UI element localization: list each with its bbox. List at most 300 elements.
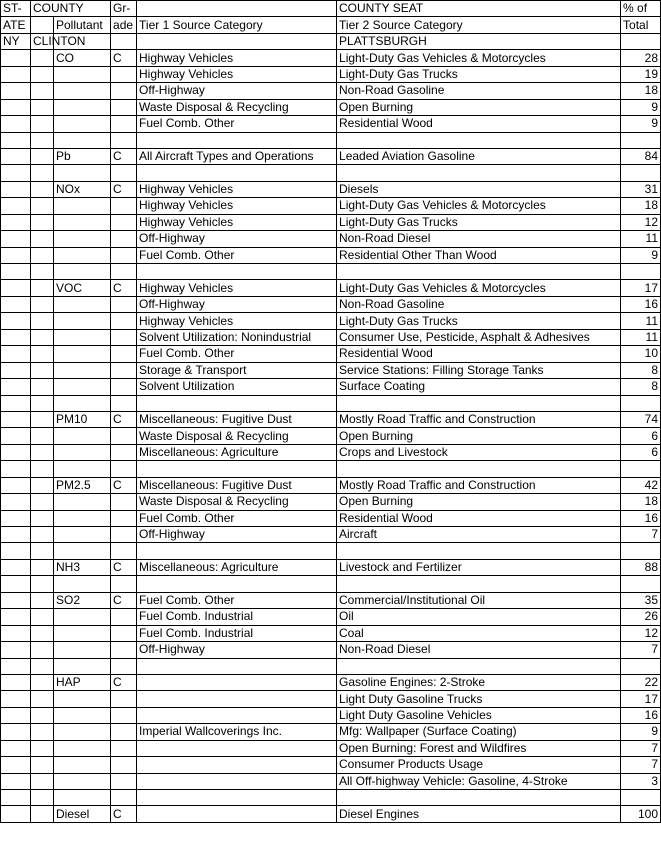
county-cell [31,132,54,148]
tier2-cell: PLATTSBURGH [337,33,621,49]
state-cell [1,510,31,526]
state-cell [1,329,31,345]
tier2-cell: Light-Duty Gas Vehicles & Motorcycles [337,198,621,214]
county-cell [31,296,54,312]
tier1-cell: Miscellaneous: Agriculture [137,559,337,575]
percent-cell: 42 [621,477,661,493]
state-cell [1,790,31,806]
table-row [1,773,661,789]
percent-cell: 11 [621,231,661,247]
tier1-cell: Highway Vehicles [137,181,337,197]
percent-cell: 12 [621,625,661,641]
grade-cell [111,428,137,444]
county-cell [31,198,54,214]
grade-cell [111,379,137,395]
grade-cell [111,33,137,49]
county-cell [31,707,54,723]
header-county-seat: COUNTY SEAT [337,1,621,17]
tier1-cell [137,576,337,592]
county-cell [31,181,54,197]
state-cell [1,231,31,247]
tier2-cell [337,461,621,477]
pollutant-cell [54,642,111,658]
table-row [1,790,661,806]
grade-cell [111,790,137,806]
state-cell [1,724,31,740]
state-cell [1,346,31,362]
state-cell [1,592,31,608]
county-cell [31,346,54,362]
grade-cell [111,625,137,641]
tier1-cell: Solvent Utilization [137,379,337,395]
county-cell [31,806,54,822]
tier1-cell [137,740,337,756]
county-cell [31,790,54,806]
grade-cell [111,198,137,214]
table-row [1,625,661,641]
grade-cell: C [111,148,137,164]
state-cell [1,806,31,822]
pollutant-cell [54,83,111,99]
tier1-cell [137,773,337,789]
state-cell [1,527,31,543]
percent-cell: 8 [621,379,661,395]
percent-cell: 11 [621,313,661,329]
tier1-cell [137,806,337,822]
tier1-cell [137,658,337,674]
tier2-cell: Livestock and Fertilizer [337,559,621,575]
tier2-cell: Residential Other Than Wood [337,247,621,263]
pollutant-cell: PM10 [54,411,111,427]
header-county: COUNTY [31,1,111,17]
tier1-cell [137,33,337,49]
table-row [1,658,661,674]
county-cell: CLINTON [31,33,54,49]
tier1-cell: Solvent Utilization: Nonindustrial [137,329,337,345]
grade-cell [111,707,137,723]
table-row [1,264,661,280]
table-row [1,494,661,510]
county-cell [31,724,54,740]
percent-cell: 100 [621,806,661,822]
grade-cell [111,691,137,707]
tier1-cell: Waste Disposal & Recycling [137,494,337,510]
county-cell [31,231,54,247]
table-row [1,559,661,575]
state-cell [1,494,31,510]
grade-cell [111,313,137,329]
grade-cell: C [111,181,137,197]
grade-cell [111,773,137,789]
grade-cell [111,576,137,592]
grade-cell [111,346,137,362]
tier1-cell: Fuel Comb. Other [137,346,337,362]
county-cell [31,740,54,756]
table-row [1,132,661,148]
grade-cell [111,329,137,345]
grade-cell: C [111,477,137,493]
percent-cell: 7 [621,642,661,658]
table-row [1,116,661,132]
tier1-cell: Highway Vehicles [137,313,337,329]
state-cell [1,50,31,66]
tier2-cell: Light-Duty Gas Trucks [337,66,621,82]
header-tier1-top [137,1,337,17]
tier2-cell: Residential Wood [337,346,621,362]
tier1-cell: Storage & Transport [137,362,337,378]
tier2-cell: Service Stations: Filling Storage Tanks [337,362,621,378]
tier2-cell: Open Burning: Forest and Wildfires [337,740,621,756]
state-cell [1,642,31,658]
percent-cell: 8 [621,362,661,378]
tier1-cell: Off-Highway [137,83,337,99]
percent-cell [621,264,661,280]
header-tier2: Tier 2 Source Category [337,17,621,33]
percent-cell: 6 [621,428,661,444]
tier1-cell: Waste Disposal & Recycling [137,99,337,115]
state-cell [1,674,31,690]
pollutant-cell: CO [54,50,111,66]
table-row [1,461,661,477]
county-cell [31,559,54,575]
grade-cell [111,247,137,263]
pollutant-cell [54,494,111,510]
table-row [1,691,661,707]
grade-cell [111,116,137,132]
pollutant-cell [54,66,111,82]
header-row [1,1,661,17]
tier2-cell: Non-Road Gasoline [337,296,621,312]
percent-cell: 88 [621,559,661,575]
table-row [1,576,661,592]
tier1-cell [137,674,337,690]
grade-cell [111,264,137,280]
grade-cell [111,740,137,756]
pollutant-cell [54,724,111,740]
table-row [1,231,661,247]
grade-cell [111,543,137,559]
tier2-cell [337,543,621,559]
pollutant-cell [54,740,111,756]
percent-cell: 35 [621,592,661,608]
percent-cell: 17 [621,691,661,707]
pollutant-cell: NOx [54,181,111,197]
county-cell [31,609,54,625]
tier1-cell [137,395,337,411]
table-row [1,198,661,214]
tier2-cell: Light-Duty Gas Trucks [337,214,621,230]
tier1-cell: Fuel Comb. Other [137,510,337,526]
header-percent-top: % of [621,1,661,17]
percent-cell: 7 [621,740,661,756]
tier1-cell: Miscellaneous: Fugitive Dust [137,477,337,493]
state-cell [1,165,31,181]
tier2-cell: Non-Road Diesel [337,642,621,658]
pollutant-cell [54,132,111,148]
table-row [1,510,661,526]
pollutant-cell [54,165,111,181]
table-row [1,247,661,263]
state-cell [1,773,31,789]
county-cell [31,576,54,592]
tier2-cell [337,264,621,280]
table-row [1,165,661,181]
table-row [1,757,661,773]
state-cell [1,116,31,132]
county-cell [31,494,54,510]
percent-cell: 10 [621,346,661,362]
pollutant-cell: PM2.5 [54,477,111,493]
table-row [1,214,661,230]
tier1-cell [137,165,337,181]
grade-cell [111,231,137,247]
table-row [1,527,661,543]
tier2-cell: Residential Wood [337,510,621,526]
tier2-cell [337,576,621,592]
state-cell [1,264,31,280]
state-cell [1,411,31,427]
tier2-cell: Open Burning [337,494,621,510]
table-row [1,411,661,427]
grade-cell: C [111,806,137,822]
state-cell [1,444,31,460]
tier2-cell: Leaded Aviation Gasoline [337,148,621,164]
state-cell [1,691,31,707]
tier2-cell: Diesels [337,181,621,197]
pollutant-cell [54,329,111,345]
county-cell [31,691,54,707]
pollutant-cell: NH3 [54,559,111,575]
grade-cell [111,362,137,378]
header-county-bottom [31,17,54,33]
grade-cell [111,757,137,773]
header-pollutant: Pollutant [54,17,111,33]
table-row [1,329,661,345]
table-row [1,395,661,411]
county-cell [31,773,54,789]
state-cell [1,83,31,99]
county-cell [31,477,54,493]
percent-cell [621,790,661,806]
grade-cell: C [111,592,137,608]
percent-cell [621,543,661,559]
table-row [1,296,661,312]
tier2-cell: Gasoline Engines: 2-Stroke [337,674,621,690]
percent-cell [621,33,661,49]
tier1-cell: Highway Vehicles [137,66,337,82]
grade-cell [111,642,137,658]
state-cell [1,609,31,625]
grade-cell [111,99,137,115]
county-cell [31,247,54,263]
county-cell [31,674,54,690]
grade-cell [111,165,137,181]
pollutant-cell [54,658,111,674]
state-cell [1,296,31,312]
table-row [1,280,661,296]
state-cell [1,576,31,592]
grade-cell [111,527,137,543]
state-cell [1,461,31,477]
state-cell [1,740,31,756]
tier2-cell: Aircraft [337,527,621,543]
tier1-cell: Off-Highway [137,527,337,543]
percent-cell: 28 [621,50,661,66]
tier1-cell [137,790,337,806]
tier2-cell: Commercial/Institutional Oil [337,592,621,608]
county-cell [31,165,54,181]
grade-cell [111,461,137,477]
tier2-cell: Light Duty Gasoline Trucks [337,691,621,707]
percent-cell: 16 [621,510,661,526]
tier1-cell: Miscellaneous: Agriculture [137,444,337,460]
percent-cell: 18 [621,198,661,214]
county-cell [31,329,54,345]
tier2-cell: Light-Duty Gas Vehicles & Motorcycles [337,280,621,296]
pollutant-cell: Diesel [54,806,111,822]
percent-cell: 9 [621,724,661,740]
tier1-cell: Highway Vehicles [137,50,337,66]
percent-cell: 18 [621,83,661,99]
pollutant-cell [54,576,111,592]
table-row [1,83,661,99]
grade-cell [111,724,137,740]
percent-cell: 18 [621,494,661,510]
tier2-cell: Oil [337,609,621,625]
state-cell [1,198,31,214]
percent-cell: 16 [621,707,661,723]
percent-cell: 7 [621,757,661,773]
percent-cell [621,165,661,181]
header-grade-top: Gr- [111,1,137,17]
state-cell [1,707,31,723]
percent-cell: 84 [621,148,661,164]
pollutant-cell [54,510,111,526]
percent-cell: 9 [621,247,661,263]
tier2-cell: Coal [337,625,621,641]
pollutant-cell: HAP [54,674,111,690]
table-row [1,543,661,559]
pollutant-cell [54,790,111,806]
tier2-cell: Surface Coating [337,379,621,395]
table-row [1,379,661,395]
county-cell [31,83,54,99]
tier2-cell [337,165,621,181]
percent-cell: 6 [621,444,661,460]
grade-cell [111,395,137,411]
pollutant-cell [54,773,111,789]
grade-cell [111,494,137,510]
tier1-cell [137,691,337,707]
percent-cell: 11 [621,329,661,345]
county-cell [31,395,54,411]
pollutant-cell [54,264,111,280]
county-cell [31,642,54,658]
tier1-cell [137,543,337,559]
grade-cell [111,609,137,625]
table-row [1,642,661,658]
state-cell [1,99,31,115]
tier1-cell: Off-Highway [137,642,337,658]
tier1-cell: Highway Vehicles [137,214,337,230]
table-row [1,609,661,625]
county-cell [31,592,54,608]
tier2-cell: Mfg: Wallpaper (Surface Coating) [337,724,621,740]
pollutant-cell [54,116,111,132]
state-cell [1,148,31,164]
percent-cell: 31 [621,181,661,197]
state-cell [1,625,31,641]
pollutant-cell [54,362,111,378]
table-row [1,707,661,723]
pollutant-cell [54,625,111,641]
grade-cell [111,658,137,674]
state-cell [1,181,31,197]
grade-cell: C [111,674,137,690]
state-cell [1,313,31,329]
tier1-cell: Highway Vehicles [137,280,337,296]
pollutant-cell [54,346,111,362]
percent-cell [621,576,661,592]
grade-cell: C [111,411,137,427]
tier2-cell: Non-Road Gasoline [337,83,621,99]
state-cell [1,543,31,559]
table-row [1,148,661,164]
percent-cell: 9 [621,116,661,132]
county-cell [31,461,54,477]
grade-cell: C [111,280,137,296]
table-row [1,592,661,608]
tier1-cell: All Aircraft Types and Operations [137,148,337,164]
percent-cell: 9 [621,99,661,115]
pollutant-cell [54,461,111,477]
county-cell [31,428,54,444]
tier2-cell: Open Burning [337,428,621,444]
tier2-cell: Non-Road Diesel [337,231,621,247]
header-tier1: Tier 1 Source Category [137,17,337,33]
state-cell [1,66,31,82]
pollutant-cell [54,231,111,247]
percent-cell: 17 [621,280,661,296]
pollutant-cell [54,527,111,543]
percent-cell: 12 [621,214,661,230]
county-cell [31,313,54,329]
state-cell [1,477,31,493]
table-row [1,724,661,740]
grade-cell [111,296,137,312]
grade-cell [111,132,137,148]
pollutant-cell: Pb [54,148,111,164]
pollutant-cell [54,379,111,395]
pollutant-cell [54,757,111,773]
tier1-cell: Fuel Comb. Other [137,116,337,132]
tier1-cell [137,264,337,280]
table-row [1,99,661,115]
pollutant-cell [54,214,111,230]
percent-cell: 3 [621,773,661,789]
tier2-cell [337,395,621,411]
percent-cell [621,132,661,148]
header-total: Total [621,17,661,33]
percent-cell: 22 [621,674,661,690]
tier2-cell: Light Duty Gasoline Vehicles [337,707,621,723]
county-cell [31,66,54,82]
county-cell [31,264,54,280]
state-cell [1,132,31,148]
tier1-cell: Fuel Comb. Other [137,247,337,263]
county-cell [31,658,54,674]
county-cell [31,379,54,395]
